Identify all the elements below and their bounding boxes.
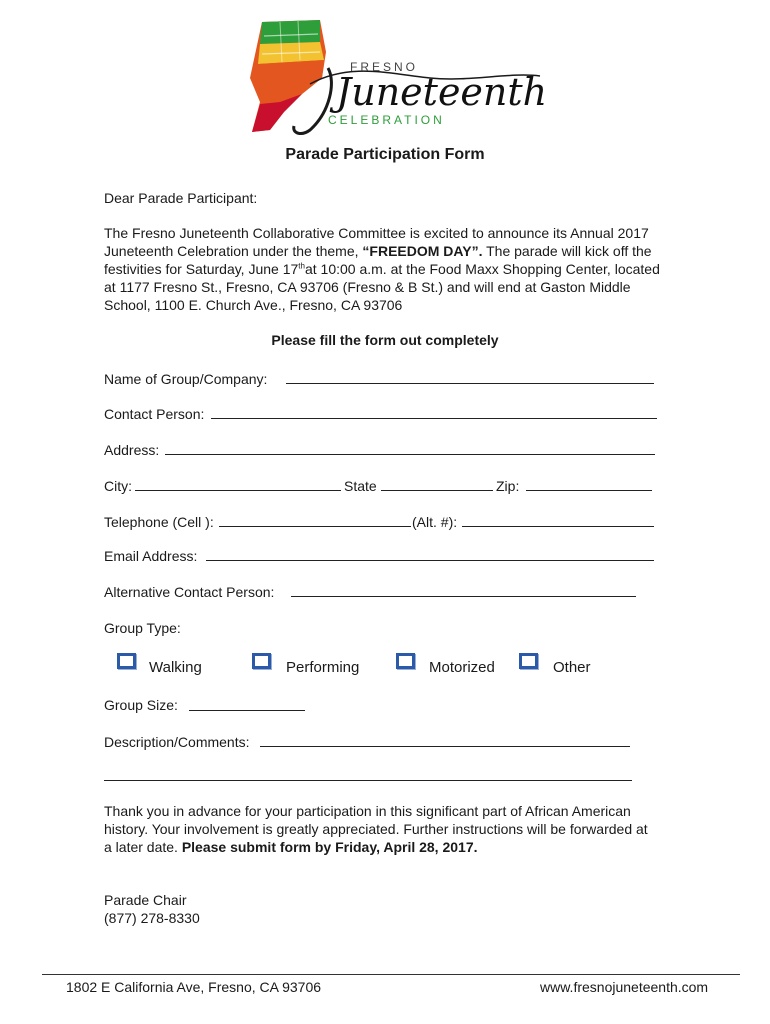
performing-checkbox[interactable] xyxy=(252,653,271,669)
walking-label: Walking xyxy=(149,659,202,676)
closing-deadline: Please submit form by Friday, April 28, 2017. xyxy=(181,839,478,855)
telephone-label: Telephone (Cell ): xyxy=(104,514,214,530)
footer-divider xyxy=(42,974,740,975)
address-label: Address: xyxy=(104,442,160,458)
alt-contact-field[interactable] xyxy=(291,596,636,597)
logo-city: FRESNO xyxy=(350,60,419,74)
city-field[interactable] xyxy=(135,490,341,491)
group-size-field[interactable] xyxy=(189,710,305,711)
instruction: Please fill the form out completely xyxy=(271,332,499,348)
footer-website[interactable]: www.fresnojuneteenth.com xyxy=(540,979,709,995)
city-label: City: xyxy=(104,478,132,494)
alt-contact-label: Alternative Contact Person: xyxy=(104,584,275,600)
intro-theme: “FREEDOM DAY”. xyxy=(362,243,483,259)
logo-subtitle: CELEBRATION xyxy=(328,113,445,127)
intro-text-2: The parade will kick off the festivities for Saturday, June 17 xyxy=(104,243,652,277)
intro-sup: th xyxy=(298,261,305,271)
group-type-label: Group Type: xyxy=(104,620,181,636)
zip-label: Zip: xyxy=(496,478,520,494)
form-title: Parade Participation Form xyxy=(285,146,485,163)
alt-phone-field[interactable] xyxy=(462,526,654,527)
logo-name: Juneteenth xyxy=(336,70,548,114)
telephone-field[interactable] xyxy=(219,526,411,527)
description-label: Description/Comments: xyxy=(104,734,250,750)
motorized-checkbox[interactable] xyxy=(396,653,415,669)
state-field[interactable] xyxy=(381,490,493,491)
contact-person-label: Contact Person: xyxy=(104,406,205,422)
other-checkbox[interactable] xyxy=(519,653,538,669)
motorized-label: Motorized xyxy=(429,659,495,676)
greeting: Dear Parade Participant: xyxy=(104,190,258,206)
signature-phone: (877) 278-8330 xyxy=(104,910,200,926)
group-company-label: Name of Group/Company: xyxy=(104,371,268,387)
closing-paragraph xyxy=(104,802,656,856)
footer-address: 1802 E California Ave, Fresno, CA 93706 xyxy=(66,979,322,995)
email-label: Email Address: xyxy=(104,548,198,564)
description-field-line-2[interactable] xyxy=(104,780,632,781)
group-size-label: Group Size: xyxy=(104,697,178,713)
contact-person-field[interactable] xyxy=(211,418,657,419)
zip-field[interactable] xyxy=(526,490,652,491)
closing-text: Thank you in advance for your participation in this significant part of African American history. Your involvement is greatly appreciated. Further instructions will be forwarded at a later date. xyxy=(104,803,648,855)
email-field[interactable] xyxy=(206,560,654,561)
description-field[interactable] xyxy=(260,746,630,747)
performing-label: Performing xyxy=(286,659,360,676)
signature-role: Parade Chair xyxy=(104,892,187,908)
address-field[interactable] xyxy=(165,454,655,455)
intro-paragraph xyxy=(104,224,664,314)
state-label: State xyxy=(344,478,377,494)
walking-checkbox[interactable] xyxy=(117,653,136,669)
alt-phone-label: (Alt. #): xyxy=(412,514,458,530)
intro-text-3: at 10:00 a.m. at the Food Maxx Shopping Center, located at 1177 Fresno St., Fresno, CA 93706 (Fresno & B St.) and will end at Gaston Middle School, 1100 E. Church Ave., Fresno, CA 93706 xyxy=(104,261,660,313)
other-label: Other xyxy=(553,659,591,676)
group-company-field[interactable] xyxy=(286,383,654,384)
juneteenth-logo xyxy=(240,12,560,140)
intro-text-1: The Fresno Juneteenth Collaborative Committee is excited to announce its Annual 2017 Juneteenth Celebration under the theme, xyxy=(104,225,649,259)
